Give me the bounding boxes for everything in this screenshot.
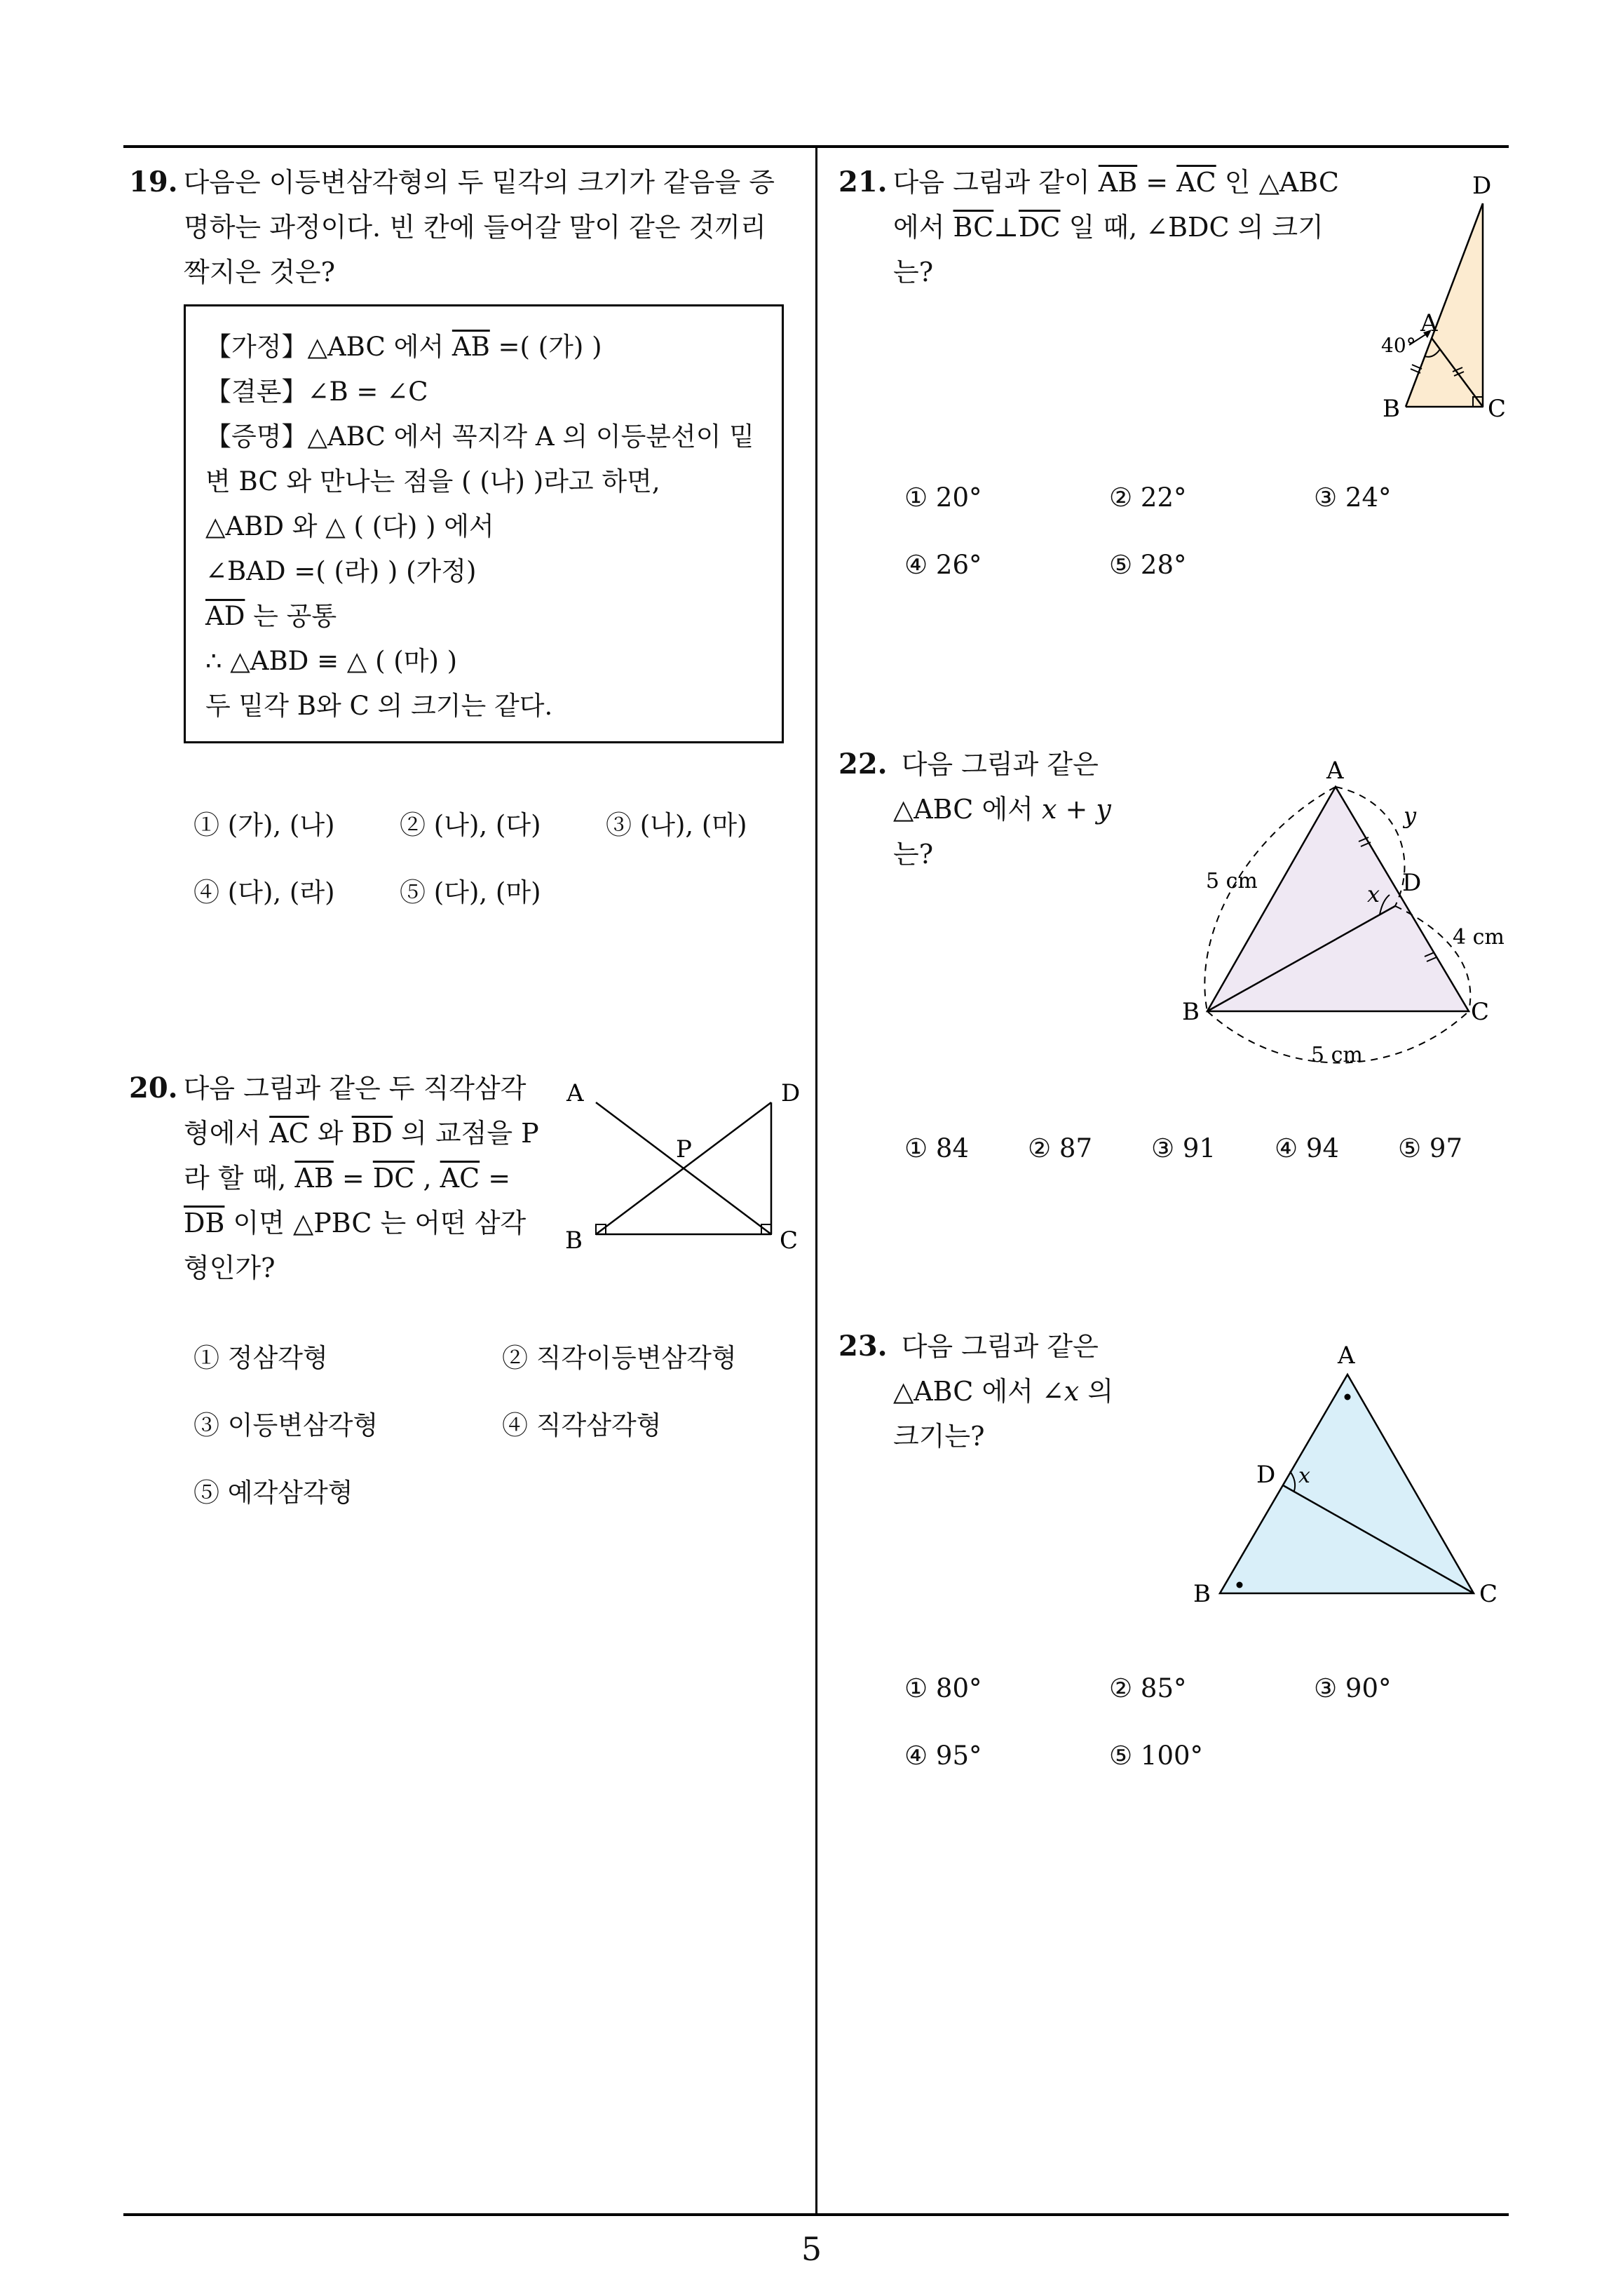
proof-box xyxy=(184,304,784,743)
segment: $\overline{AC}$ xyxy=(269,1118,309,1149)
label-A: A xyxy=(1420,309,1438,337)
choice-3[interactable]: ③ 90° xyxy=(1314,1673,1392,1703)
choice-2[interactable]: ② 87 xyxy=(1028,1133,1093,1163)
question-text-line: 다음 그림과 같은 xyxy=(901,749,1099,780)
choice-3[interactable]: ③ 이등변삼각형 xyxy=(193,1410,379,1440)
question-text-line: 짝지은 것은? xyxy=(184,257,335,288)
text: ⊥ xyxy=(993,212,1019,243)
label-ab-length: 5 cm xyxy=(1206,869,1258,893)
choice-4[interactable]: ④ (다), (라) xyxy=(193,877,335,907)
text: = xyxy=(1137,167,1177,198)
question-text-line: 는? xyxy=(893,839,934,870)
question-number: 20. xyxy=(129,1072,178,1105)
label-P: P xyxy=(676,1135,692,1163)
question-number: 19. xyxy=(129,166,178,198)
segment: $\overline{AB}$ xyxy=(451,332,490,362)
segment: $\overline{AC}$ xyxy=(440,1163,480,1194)
segment: $\overline{AB}$ xyxy=(1098,167,1138,198)
proof-line: ∠BAD =( (라) ) (가정) xyxy=(205,556,477,586)
choice-1[interactable]: ① 84 xyxy=(904,1133,970,1163)
choice-4[interactable]: ④ 26° xyxy=(904,550,982,580)
variable-x: x xyxy=(1064,1376,1080,1407)
label-angle: 40° xyxy=(1381,334,1416,357)
choice-4[interactable]: ④ 95° xyxy=(904,1741,982,1771)
label-A: A xyxy=(1326,757,1344,785)
text: 형에서 xyxy=(184,1118,270,1149)
text: 다음 그림과 같이 xyxy=(892,167,1099,198)
proof-line-assumption xyxy=(205,325,762,370)
proof-line-conclusion: 【결론】∠B = ∠C xyxy=(205,377,428,407)
label-B: B xyxy=(1193,1580,1211,1608)
label-x: x xyxy=(1367,881,1380,907)
text: 에서 xyxy=(893,212,953,243)
text: 인 △ABC xyxy=(1216,167,1339,198)
question-20 xyxy=(129,1066,550,1290)
proof-line: ∴ △ABD ≡ △ ( (마) ) xyxy=(205,646,458,676)
label-C: C xyxy=(780,1227,799,1255)
choice-3[interactable]: ③ 24° xyxy=(1314,482,1392,513)
choice-2[interactable]: ② (나), (다) xyxy=(400,810,541,840)
question-text-line: 명하는 과정이다. 빈 칸에 들어갈 말이 같은 것끼리 xyxy=(184,212,766,243)
text: 와 xyxy=(308,1118,352,1149)
question-number: 23. xyxy=(838,1330,888,1363)
label-D: D xyxy=(1402,869,1422,897)
label-bc-length: 5 cm xyxy=(1311,1043,1363,1067)
text: 의 xyxy=(1079,1376,1114,1407)
question-text-line xyxy=(129,1156,550,1201)
figure-20 xyxy=(554,1073,813,1255)
question-text-line xyxy=(129,1201,550,1245)
text: 라 할 때, xyxy=(184,1163,295,1194)
segment: $\overline{AC}$ xyxy=(1176,167,1216,198)
choice-5[interactable]: ⑤ 예각삼각형 xyxy=(193,1478,353,1508)
text: 이면 △PBC 는 어떤 삼각 xyxy=(224,1208,527,1238)
figure-21 xyxy=(1367,168,1507,428)
label-C: C xyxy=(1488,395,1507,423)
segment: $\overline{AB}$ xyxy=(294,1163,334,1194)
segment: $\overline{BC}$ xyxy=(953,212,994,243)
label-D: D xyxy=(1472,172,1492,200)
text: △ABC 에서 ∠ xyxy=(893,1376,1064,1407)
question-text-line: 다음 그림과 같은 두 직각삼각 xyxy=(183,1073,527,1104)
text: 【가정】△ABC 에서 xyxy=(205,332,452,362)
choice-1[interactable]: ① (가), (나) xyxy=(193,810,335,840)
question-text-line xyxy=(129,1111,550,1156)
page-number: 5 xyxy=(801,2230,822,2268)
segment: $\overline{AD}$ xyxy=(205,601,245,631)
choice-1[interactable]: ① 20° xyxy=(904,482,982,513)
question-21 xyxy=(838,160,1371,295)
question-number: 22. xyxy=(838,748,888,781)
choice-2[interactable]: ② 22° xyxy=(1109,482,1187,513)
label-x: x xyxy=(1298,1464,1310,1488)
choice-3[interactable]: ③ 91 xyxy=(1151,1133,1216,1163)
text: 일 때, ∠BDC 의 크기 xyxy=(1060,212,1324,243)
label-D: D xyxy=(781,1079,801,1107)
question-number: 21. xyxy=(838,166,888,198)
choice-2[interactable]: ② 85° xyxy=(1109,1673,1187,1703)
question-text-line: 형인가? xyxy=(184,1252,276,1283)
label-C: C xyxy=(1479,1580,1498,1608)
segment: $\overline{DB}$ xyxy=(184,1208,225,1238)
text: = xyxy=(333,1163,373,1194)
question-23 xyxy=(838,1324,1168,1459)
text: 는 공통 xyxy=(245,601,337,631)
choice-1[interactable]: ① 80° xyxy=(904,1673,982,1703)
choice-5[interactable]: ⑤ (다), (마) xyxy=(400,877,541,907)
question-text-line xyxy=(838,787,1168,832)
text: △ABC 에서 xyxy=(893,794,1042,825)
text: 의 교점을 P xyxy=(393,1118,539,1149)
label-B: B xyxy=(1383,395,1400,423)
proof-line: 【증명】△ABC 에서 꼭지각 A 의 이등분선이 밑 xyxy=(205,421,755,452)
question-text-line: 는? xyxy=(893,257,934,288)
choice-1[interactable]: ① 정삼각형 xyxy=(193,1343,328,1373)
choice-5[interactable]: ⑤ 100° xyxy=(1109,1741,1204,1771)
variable-y: y xyxy=(1096,794,1111,825)
question-text-line xyxy=(838,205,1371,250)
choice-2[interactable]: ② 직각이등변삼각형 xyxy=(502,1343,737,1373)
label-D: D xyxy=(1256,1461,1276,1489)
figure-22 xyxy=(1178,750,1521,1080)
figure-23 xyxy=(1185,1332,1514,1613)
label-A: A xyxy=(1338,1342,1355,1370)
choice-3[interactable]: ③ (나), (마) xyxy=(606,810,747,840)
text: =( (가) ) xyxy=(489,332,602,362)
segment: $\overline{DC}$ xyxy=(1018,212,1061,243)
text: + xyxy=(1057,794,1096,825)
choice-5[interactable]: ⑤ 28° xyxy=(1109,550,1187,580)
segment: $\overline{BD}$ xyxy=(351,1118,393,1149)
text: = xyxy=(480,1163,511,1194)
column-divider xyxy=(815,145,817,2216)
proof-line: △ABD 와 △ ( (다) ) 에서 xyxy=(205,511,494,541)
proof-line xyxy=(205,594,762,639)
label-dc-length: 4 cm xyxy=(1453,925,1505,950)
question-text-line: 크기는? xyxy=(893,1421,985,1452)
proof-line: 변 BC 와 만나는 점을 ( (나) )라고 하면, xyxy=(205,466,660,497)
label-B: B xyxy=(1182,998,1200,1026)
label-A: A xyxy=(566,1079,584,1107)
label-y: y xyxy=(1404,802,1417,829)
segment: $\overline{DC}$ xyxy=(372,1163,415,1194)
question-text-line: 다음은 이등변삼각형의 두 밑각의 크기가 같음을 증 xyxy=(183,167,775,198)
bottom-rule xyxy=(123,2213,1509,2216)
label-B: B xyxy=(565,1227,583,1255)
proof-line: 두 밑각 B와 C 의 크기는 같다. xyxy=(205,691,553,721)
choice-4[interactable]: ④ 94 xyxy=(1275,1133,1340,1163)
variable-x: x xyxy=(1041,794,1057,825)
text: , xyxy=(414,1163,440,1194)
question-22 xyxy=(838,742,1168,877)
choice-4[interactable]: ④ 직각삼각형 xyxy=(502,1410,662,1440)
question-text-line: 다음 그림과 같은 xyxy=(901,1331,1099,1362)
choice-5[interactable]: ⑤ 97 xyxy=(1398,1133,1463,1163)
question-19 xyxy=(129,160,802,295)
label-C: C xyxy=(1471,998,1490,1026)
question-text-line xyxy=(838,1369,1168,1414)
